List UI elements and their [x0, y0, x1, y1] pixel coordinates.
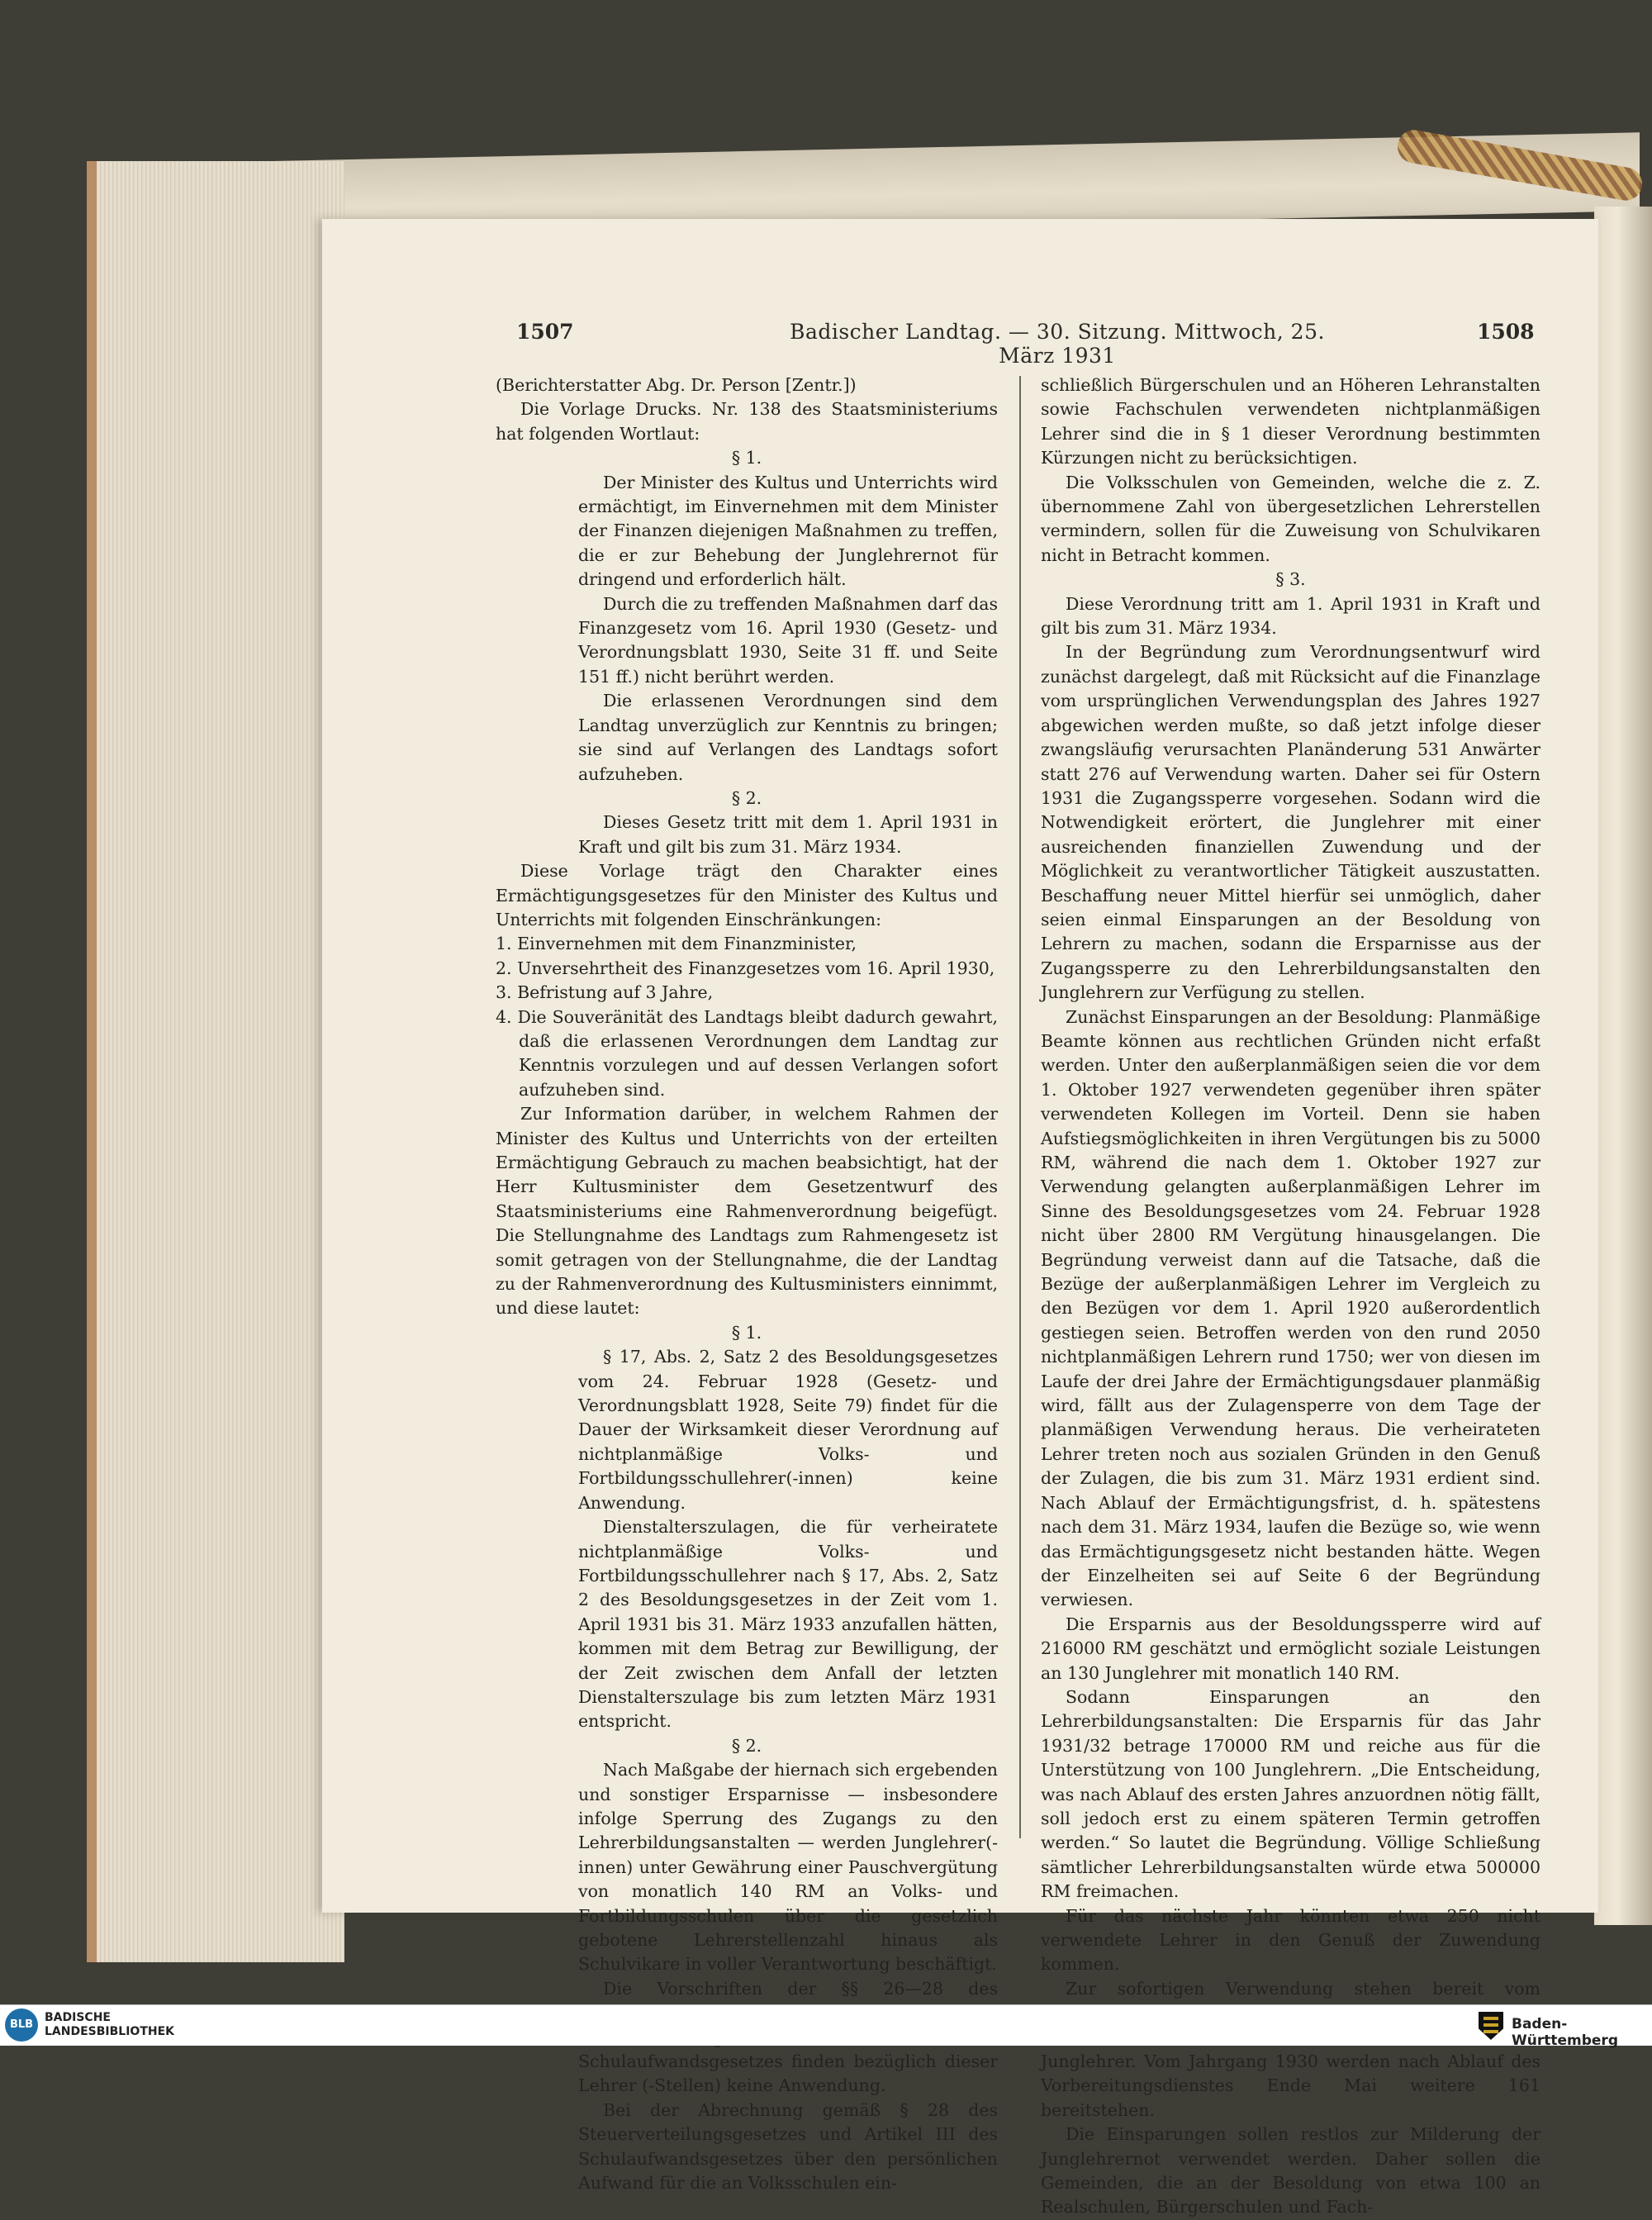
- book-gutter: [1594, 207, 1652, 1925]
- paragraph: Die Vorlage Drucks. Nr. 138 des Staatsministeriums hat folgenden Wortlaut:: [496, 399, 998, 444]
- paragraph: Zur sofortigen Verwendung stehen bereit vom Junglehrer. Vom Jahrgang 1930 werden nach Ablauf des Vorbereitungsdienstes Ende Mai weitere 161 bereitstehen.: [1041, 1978, 1540, 2120]
- state-emblem-icon: [1479, 2012, 1503, 2040]
- library-name-line2: LANDESBIBLIOTHEK: [45, 2025, 175, 2038]
- paragraph: § 17, Abs. 2, Satz 2 des Besoldungsgesetzes vom 24. Februar 1928 (Gesetz- und Verordnungsblatt 1928, Seite 79) findet für die Dauer der Wirksamkeit dieser Verordnung auf nichtplanmäßige Volks- und Fortbildungsschullehrer(-innen) keine Anwendung.: [578, 1347, 998, 1513]
- paragraph: Die erlassenen Verordnungen sind dem Landtag unverzüglich zur Kenntnis zu bringen; sie sind auf Verlangen des Landtags sofort aufzuheben.: [578, 691, 998, 784]
- running-header: Badischer Landtag. — 30. Sitzung. Mittwoch, 25. März 1931: [790, 320, 1325, 368]
- paragraph: Dieses Gesetz tritt mit dem 1. April 1931 in Kraft und gilt bis zum 31. März 1934.: [578, 812, 998, 857]
- page-number-left: 1507: [516, 320, 574, 344]
- paragraph: Die Vorschriften der §§ 26—28 des Schulaufwandsgesetzes finden bezüglich dieser Lehrer (-Stellen) keine Anwendung.: [578, 1978, 998, 2096]
- section-heading: § 2.: [731, 1735, 762, 1756]
- section-heading: § 1.: [731, 448, 762, 468]
- state-name[interactable]: Baden-Württemberg: [1512, 2016, 1618, 2049]
- paragraph: Sodann Einsparungen an den Lehrerbildungsanstalten: Die Ersparnis für das Jahr 1931/32 betrage 170000 RM und reiche aus für die Unterstützung von 100 Junglehrern. „Die Entscheidung, was nach Ablauf des ersten Jahres anzuordnen nötig fällt, soll jedoch erst zu einem späteren Termin getroffen werden.“ So lautet die Begründung. Völlige Schließung sämtlicher Lehrerbildungsanstalten würde etwa 500000 RM freimachen.: [1041, 1686, 1540, 1902]
- paragraph: Der Minister des Kultus und Unterrichts wird ermächtigt, im Einvernehmen mit dem Minister der Finanzen diejenigen Maßnahmen zu treffen, die er zur Behebung der Junglehrernot für dringend und erforderlich hält.: [578, 472, 998, 590]
- viewer-footer: [0, 2004, 1652, 2049]
- paragraph: Zur Information darüber, in welchem Rahmen der Minister des Kultus und Unterrichts von der erteilten Ermächtigung Gebrauch zu machen beabsichtigt, hat der Herr Kultusminister dem Gesetzentwurf des Staatsministeriums eine Rahmenverordnung beigefügt. Die Stellungnahme des Landtags zum Rahmengesetz ist somit getragen von der Stellungnahme, die der Landtag zu der Rahmenverordnung des Kultusministers einnimmt, und diese lautet:: [496, 1104, 998, 1319]
- paragraph: 4. Die Souveränität des Landtags bleibt dadurch gewahrt, daß die erlassenen Verordnungen dem Landtag zur Kenntnis vorzulegen und auf dessen Verlangen sofort aufzuheben sind.: [496, 1006, 998, 1100]
- paragraph: Diese Vorlage trägt den Charakter eines Ermächtigungsgesetzes für den Minister des Kultus und Unterrichts mit folgenden Einschränkungen:: [496, 861, 998, 929]
- library-name-line1: BADISCHE: [45, 2011, 111, 2024]
- paragraph: Dienstalterszulagen, die für verheiratete nichtplanmäßige Volks- und Fortbildungsschullehrer nach § 17, Abs. 2, Satz 2 des Besoldungsgesetzes in der Zeit vom 1. April 1931 bis 31. März 1933 anzufallen hätten, kommen mit dem Betrag zur Bewilligung, der der Zeit zwischen dem Anfall der letzten Dienstalterszulage bis zum letzten März 1931 entspricht.: [578, 1517, 998, 1732]
- paragraph: Die Einsparungen sollen restlos zur Milderung der Junglehrernot verwendet werden. Daher sollen die Gemeinden, die an der Besoldung von etwa 100 an Realschulen, Bürgerschulen und Fach-: [1041, 2124, 1540, 2218]
- column-divider: [1019, 376, 1021, 1838]
- paragraph: 1. Einvernehmen mit dem Finanzminister,: [496, 934, 857, 954]
- paragraph: Bei der Abrechnung gemäß § 28 des Steuerverteilungsgesetzes und Artikel III des Schulaufwandsgesetzes über den persönlichen Aufwand für die an Volksschulen ein-: [578, 2099, 998, 2194]
- paragraph: Nach Maßgabe der hiernach sich ergebenden und sonstiger Ersparnisse — insbesondere infolge Sperrung des Zugangs zu den Lehrerbildungsanstalten — werden Junglehrer(-innen) unter Gewährung einer Pauschvergütung von monatlich 140 RM an Volks- und Fortbildungsschulen über die gesetzlich gebotene Lehrerstellenzahl hinaus als Schulvikare in voller Verantwortung beschäftigt.: [578, 1760, 998, 1975]
- paragraph: Zunächst Einsparungen an der Besoldung: Planmäßige Beamte können aus rechtlichen Gründen nicht erfaßt werden. Unter den außerplanmäßigen seien die vor dem 1. Oktober 1927 verwendeten gegenüber ihren später verwendeten Kollegen im Vorteil. Denn sie haben Aufstiegsmöglichkeiten in ihren Vergütungen bis zu 5000 RM, während die nach dem 1. Oktober 1927 zur Verwendung gelangten außerplanmäßigen Lehrer im Sinne des Besoldungsgesetzes vom 24. Februar 1928 nicht über 2800 RM Vergütung hinausgelangen. Die Begründung verweist dann auf die Tatsache, daß die Bezüge der außerplanmäßigen Lehrer im Vergleich zu den Bezügen vor dem 1. April 1920 außerordentlich gestiegen seien. Betroffen werden von den rund 2050 nichtplanmäßigen Lehrern rund 1750; wer von diesen im Laufe der drei Jahre der Ermächtigungsdauer planmäßig wird, fällt aus der Zulagensperre von dem Tage der planmäßigen Verwendung heraus. Die verheirateten Lehrer treten noch aus sozialen Gründen in den Genuß der Zulagen, die bis zum 31. März 1931 erdient sind. Nach Ablauf der Ermächtigungsfrist, d. h. spätestens nach dem 31. März 1934, laufen die Bezüge so, wie wenn das Ermächtigungsgesetz nicht bestanden hätte. Wegen der Einzelheiten sei auf Seite 6 der Begründung verwiesen.: [1041, 1006, 1540, 1610]
- text-column-left: [496, 373, 998, 2195]
- paragraph: 3. Befristung auf 3 Jahre,: [496, 982, 714, 1003]
- page-number-right: 1508: [1477, 320, 1535, 344]
- section-heading: § 1.: [731, 1322, 762, 1343]
- paragraph: Die Volksschulen von Gemeinden, welche die z. Z. übernommene Zahl von übergesetzlichen Lehrerstellen vermindern, sollen für die Zuweisung von Schulvikaren nicht in Betracht kommen.: [1041, 472, 1540, 565]
- blb-logo-icon[interactable]: BLB: [5, 2008, 38, 2042]
- book-page-edges: [87, 161, 344, 1962]
- paragraph: (Berichterstatter Abg. Dr. Person [Zentr.]): [496, 375, 857, 395]
- paragraph: In der Begründung zum Verordnungsentwurf wird zunächst dargelegt, daß mit Rücksicht auf die Finanzlage vom ursprünglichen Verwendungsplan des Jahres 1927 abgewichen werden mußte, so daß jetzt infolge dieser zwangsläufig verursachten Planänderung 531 Anwärter statt 276 auf Verwendung warten. Daher sei für Ostern 1931 die Zugangssperre vorgesehen. Sodann wird die Notwendigkeit erörtert, die Junglehrer mit einer ausreichenden finanziellen Zuwendung und der Möglichkeit zu verantwortlicher Tätigkeit auszustatten. Beschaffung neuer Mittel hierfür sei unmöglich, daher seien einmal Einsparungen an der Besoldung von Lehrern zu machen, sodann die Ersparnisse aus der Zugangssperre zu den Lehrerbildungsanstalten den Junglehrern zur Verfügung zu stellen.: [1041, 642, 1540, 1003]
- section-heading: § 3.: [1275, 569, 1306, 590]
- paragraph: Die Ersparnis aus der Besoldungssperre wird auf 216000 RM geschätzt und ermöglicht soziale Leistungen an 130 Junglehrer mit monatlich 140 RM.: [1041, 1614, 1540, 1683]
- paragraph: Durch die zu treffenden Maßnahmen darf das Finanzgesetz vom 16. April 1930 (Gesetz- und Verordnungsblatt 1930, Seite 31 ff. und Seite 151 ff.) nicht berührt werden.: [578, 593, 998, 687]
- paragraph: schließlich Bürgerschulen und an Höheren Lehranstalten sowie Fachschulen verwendeten nichtplanmäßigen Lehrer sind die in § 1 dieser Verordnung bestimmten Kürzungen nicht zu berücksichtigen.: [1041, 375, 1540, 468]
- text-column-right: [1041, 373, 1540, 2220]
- library-name[interactable]: [45, 2011, 174, 2039]
- section-heading: § 2.: [731, 787, 762, 808]
- paragraph: 2. Unversehrtheit des Finanzgesetzes vom 16. April 1930,: [496, 958, 995, 978]
- paragraph: Für das nächste Jahr könnten etwa 250 nicht verwendete Lehrer in den Genuß der Zuwendung kommen.: [1041, 1905, 1540, 1975]
- paragraph: Diese Verordnung tritt am 1. April 1931 in Kraft und gilt bis zum 31. März 1934.: [1041, 593, 1540, 639]
